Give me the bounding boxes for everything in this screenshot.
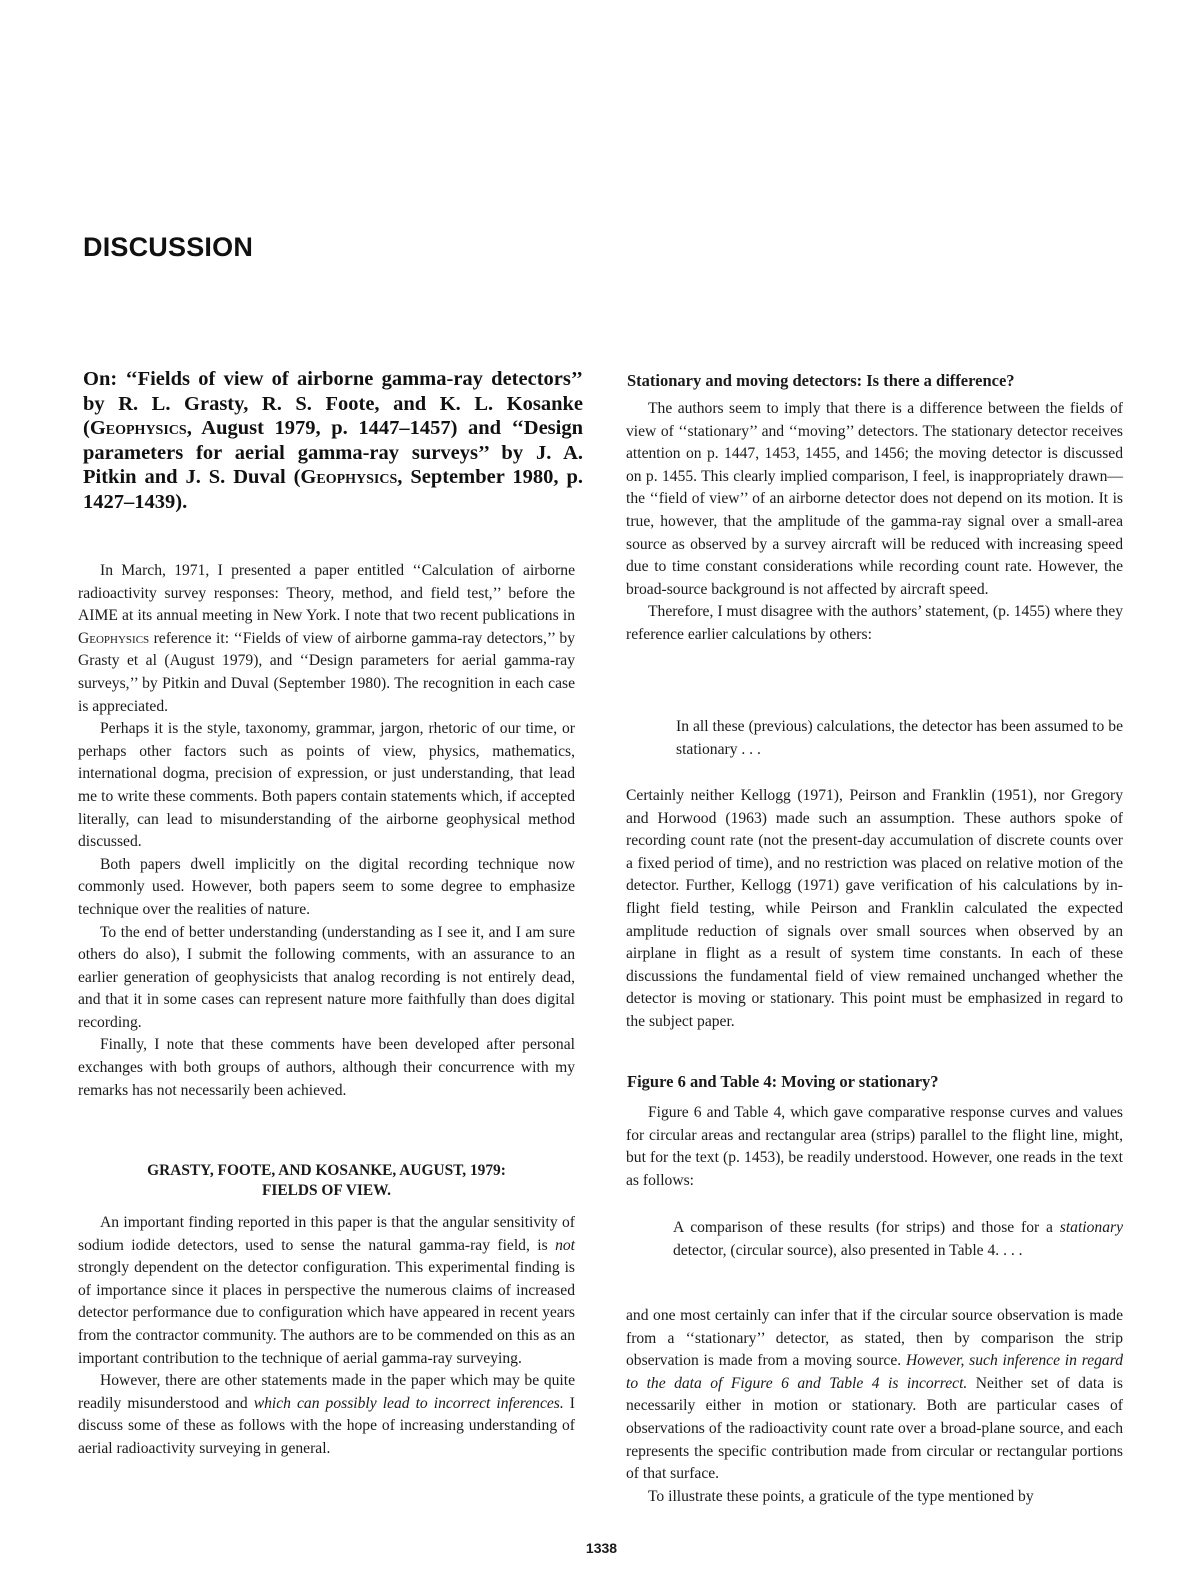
left-column-intro — [78, 560, 575, 1102]
right-column-part3 — [626, 1102, 1123, 1192]
paragraph: Finally, I note that these comments have been developed after personal exchanges with both groups of authors, although their concurrence with my remarks has not necessarily been achieved. — [78, 1036, 575, 1099]
paragraph: Certainly neither Kellogg (1971), Peirson and Franklin (1951), nor Gregory and Horwood (1963) made such an assumption. These authors spoke of recording count rate (not the present-day accumulation of discrete counts over a fixed period of time), and no restriction was placed on relative motion of the detector. Further, Kellogg (1971) gave verification of his calculations by in-flight field testing, while Peirson and Franklin calculated the expected amplitude reduction of signals over small sources when observed by an airplane in flight as a result of system time constants. In each of these discussions the fundamental field of view remained unchanged whether the detector is moving or stationary. This point must be emphasized in regard to the subject paper. — [626, 787, 1123, 1030]
left-column-grasty — [78, 1212, 575, 1461]
right-column-part4 — [626, 1305, 1123, 1508]
article-title: On: ‘‘Fields of view of airborne gamma-ray detectors’’ by R. L. Grasty, R. S. Foote, and K. L. Kosanke (Geophysics, August 1979, p. 1447–1457) and ‘‘Design parameters for aerial gamma-ray surveys’’ by J. A. Pitkin and J. S. Duval (Geophysics, September 1980, p. 1427–1439). — [83, 368, 583, 513]
paragraph: An important finding reported in this paper is that the angular sensitivity of sodium iodide detectors, used to sense the natural gamma-ray field, is not strongly dependent on the detector configuration. This experimental finding is of importance since it places in perspective the numerous claims of increased detector performance due to configuration which have appeared in recent years from the contractor community. The authors are to be commended on this as an important contribution to the technique of aerial gamma-ray surveying. — [78, 1214, 575, 1367]
paragraph: and one most certainly can infer that if the circular source observation is made from a ‘‘stationary’’ detector, as stated, then by comparison the strip observation is made from a moving source. However, such inference in regard to the data of Figure 6 and Table 4 is incorrect. Neither set of data is necessarily either in motion or stationary. Both are particular cases of observations of the radioactivity count rate over a broad-plane source, and each represents the specific contribution made from circular or rectangular portions of that surface. — [626, 1307, 1123, 1483]
right-column-part2 — [626, 785, 1123, 1034]
subheading-figure6-table4: Figure 6 and Table 4: Moving or stationary? — [627, 1072, 939, 1091]
right-column-part1 — [626, 398, 1123, 647]
page-number: 1338 — [585, 1540, 618, 1556]
paragraph: To the end of better understanding (understanding as I see it, and I am sure others do also), I submit the following comments, with an assurance to an earlier generation of geophysicists that analog recording is not entirely dead, and that it in some cases can represent nature more faithfully than does digital recording. — [78, 923, 575, 1031]
paragraph: Both papers dwell implicitly on the digital recording technique now commonly used. However, both papers seem to some degree to emphasize technique over the realities of nature. — [78, 855, 575, 918]
section-heading: DISCUSSION — [83, 232, 254, 262]
paragraph: The authors seem to imply that there is a difference between the fields of view of ‘‘stationary’’ and ‘‘moving’’ detectors. The stationary detector receives attention on p. 1447, 1453, 1455, and 1456; the moving detector is discussed on p. 1455. This clearly implied comparison, I feel, is inappropriately drawn—the ‘‘field of view’’ of an airborne detector does not depend on its motion. It is true, however, that the amplitude of the gamma-ray signal over a small-area source as observed by a survey aircraft will be reduced with increasing speed due to time constant considerations while recording count rate. However, the broad-source background is not affected by aircraft speed. — [626, 400, 1123, 598]
block-quote: A comparison of these results (for strips) and those for a stationary detector, (circular source), also presented in Table 4. . . . — [673, 1219, 1123, 1259]
block-quote: In all these (previous) calculations, the detector has been assumed to be stationary . . . — [676, 718, 1123, 758]
paragraph: Figure 6 and Table 4, which gave comparative response curves and values for circular areas and rectangular area (strips) parallel to the flight line, might, but for the text (p. 1453), be readily understood. However, one reads in the text as follows: — [626, 1104, 1123, 1189]
paragraph: However, there are other statements made in the paper which may be quite readily misunderstood and which can possibly lead to incorrect inferences. I discuss some of these as follows with the hope of increasing understanding of aerial radioactivity surveying in general. — [78, 1372, 575, 1457]
section-heading-grasty: GRASTY, FOOTE, AND KOSANKE, AUGUST, 1979: FIELDS OF VIEW. — [147, 1162, 506, 1199]
subheading-stationary-moving: Stationary and moving detectors: Is there a difference? — [627, 371, 1015, 390]
paragraph: Perhaps it is the style, taxonomy, grammar, jargon, rhetoric of our time, or perhaps other factors such as points of view, physics, mathematics, international dogma, precision of expression, or just understanding, that lead me to write these comments. Both papers contain statements which, if accepted literally, can lead to misunderstanding of the airborne geophysical method discussed. — [78, 720, 575, 851]
paragraph: In March, 1971, I presented a paper entitled ‘‘Calculation of airborne radioactivity survey responses: Theory, method, and field test,’’ before the AIME at its annual meeting in New York. I note that two recent publications in Geophysics reference it: ‘‘Fields of view of airborne gamma-ray detectors,’’ by Grasty et al (August 1979), and ‘‘Design parameters for aerial gamma-ray surveys,’’ by Pitkin and Duval (September 1980). The recognition in each case is appreciated. — [78, 562, 575, 715]
paragraph: To illustrate these points, a graticule of the type mentioned by — [648, 1487, 1034, 1505]
paragraph: Therefore, I must disagree with the authors’ statement, (p. 1455) where they reference earlier calculations by others: — [626, 603, 1123, 643]
